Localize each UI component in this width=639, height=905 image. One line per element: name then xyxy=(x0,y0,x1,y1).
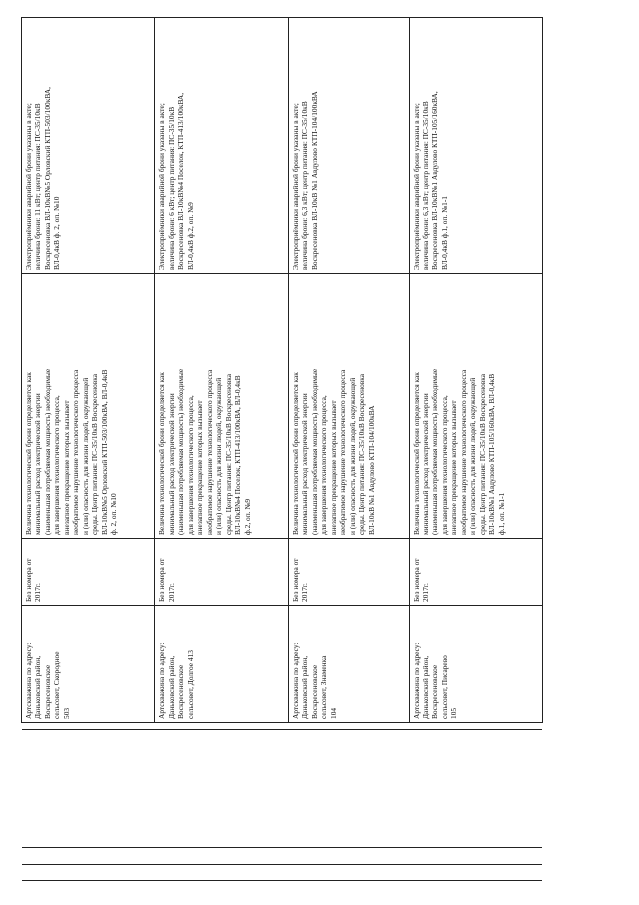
rotated-table-container xyxy=(21,18,543,723)
divider-line xyxy=(22,729,542,730)
table-row xyxy=(22,18,155,723)
emergency-armor-cell: Электроприёмники аварийной брони указаны в акте; величина брони: 6,3 кВт; центр питания: ПС-35/10кВ Воскресеновка ВЛ-10кВ №1 Авдулово КТП-104/100кВА xyxy=(288,18,409,274)
document-cell: Без номера от 2017г. xyxy=(155,539,288,606)
table-row xyxy=(409,18,542,723)
table-row xyxy=(288,18,409,723)
technological-armor-cell: Величина технологической брони определяется как минимальный расход электрической энергии (наименьшая потребляемая мощность) необходимые для завершения технологического процесса, внезапное прекращение которых вызывает необратимое нарушение технологического процесса и (или) опасность для жизни людей, окружающей среды. Центр питания: ПС-35/10кВ Воскресеновка ВЛ-10кВ№1 Авдулово КТП-105/160кВА, ВЛ-0,4кВ ф.1, оп. №1-1 xyxy=(409,274,542,539)
object-cell: Артскважина по адресу: Даньковский район, Воскресеновское сельсовет, Скородное 503 xyxy=(22,606,155,723)
object-cell: Артскважина по адресу: Даньковский район, Воскресеновское сельсовет, Писарево 105 xyxy=(409,606,542,723)
armor-table xyxy=(21,17,543,723)
emergency-armor-cell: Электроприёмники аварийной брони указаны в акте; величина брони: 6,3 кВт; центр питания: ПС-35/10кВ Воскресеновка ВЛ-10кВ№1 Авдулово КТП-105/160кВА, ВЛ-0,4кВ ф.1, оп. №1-1 xyxy=(409,18,542,274)
document-cell: Без номера от 2017г. xyxy=(22,539,155,606)
technological-armor-cell: Величина технологической брони определяется как минимальный расход электрической энергии (наименьшая потребляемая мощность) необходимые для завершения технологического процесса, внезапное прекращение которых вызывает необратимое нарушение технологического процесса и (или) опасность для жизни людей, окружающей среды. Центр питания: ПС-35/10кВ Воскресеновка ВЛ-10кВ№5 Орловский КТП-503/100кВА, ВЛ-0,4кВ ф. 2, оп. №10 xyxy=(22,274,155,539)
emergency-armor-cell: Электроприёмники аварийной брони указаны в акте; величина брони: 11 кВт; центр питания: ПС-35/10кВ Воскресеновка ВЛ-10кВ№5 Орловский КТП-503/100кВА, ВЛ-0,4кВ ф. 2, оп. №10 xyxy=(22,18,155,274)
divider-line xyxy=(22,847,542,848)
document-cell: Без номера от 2017г. xyxy=(288,539,409,606)
technological-armor-cell: Величина технологической брони определяется как минимальный расход электрической энергии (наименьшая потребляемая мощность) необходимые для завершения технологического процесса, внезапное прекращение которых вызывает необратимое нарушение технологического процесса и (или) опасность для жизни людей, окружающей среды. Центр питания: ПС-35/10кВ Воскресеновка ВЛ-10кВ№4 Поселок, КТП-413/100кВА, ВЛ-0,4кВ ф.2, оп. №9 xyxy=(155,274,288,539)
table-row xyxy=(155,18,288,723)
divider-line xyxy=(22,880,542,881)
document-cell: Без номера от 2017г. xyxy=(409,539,542,606)
divider-line xyxy=(22,864,542,865)
emergency-armor-cell: Электроприёмники аварийной брони указаны в акте; величина брони: 6 кВт; центр питания: ПС-35/10кВ Воскресеновка ВЛ-10кВ№4 Поселок, КТП-413/100кВА, ВЛ-0,4кВ ф.2, оп. №9 xyxy=(155,18,288,274)
object-cell: Артскважина по адресу: Даньковский район, Воскресеновское сельсовет, Знаменка 104 xyxy=(288,606,409,723)
technological-armor-cell: Величина технологической брони определяется как минимальный расход электрической энергии (наименьшая потребляемая мощность) необходимые для завершения технологического процесса, внезапное прекращение которых вызывает необратимое нарушение технологического процесса и (или) опасность для жизни людей, окружающей среды. Центр питания: ПС-35/10кВ Воскресеновка ВЛ-10кВ №1 Авдулово КТП-104/100кВА xyxy=(288,274,409,539)
object-cell: Артскважина по адресу: Даньковский район, Воскресеновское сельсовет, Долгое 413 xyxy=(155,606,288,723)
